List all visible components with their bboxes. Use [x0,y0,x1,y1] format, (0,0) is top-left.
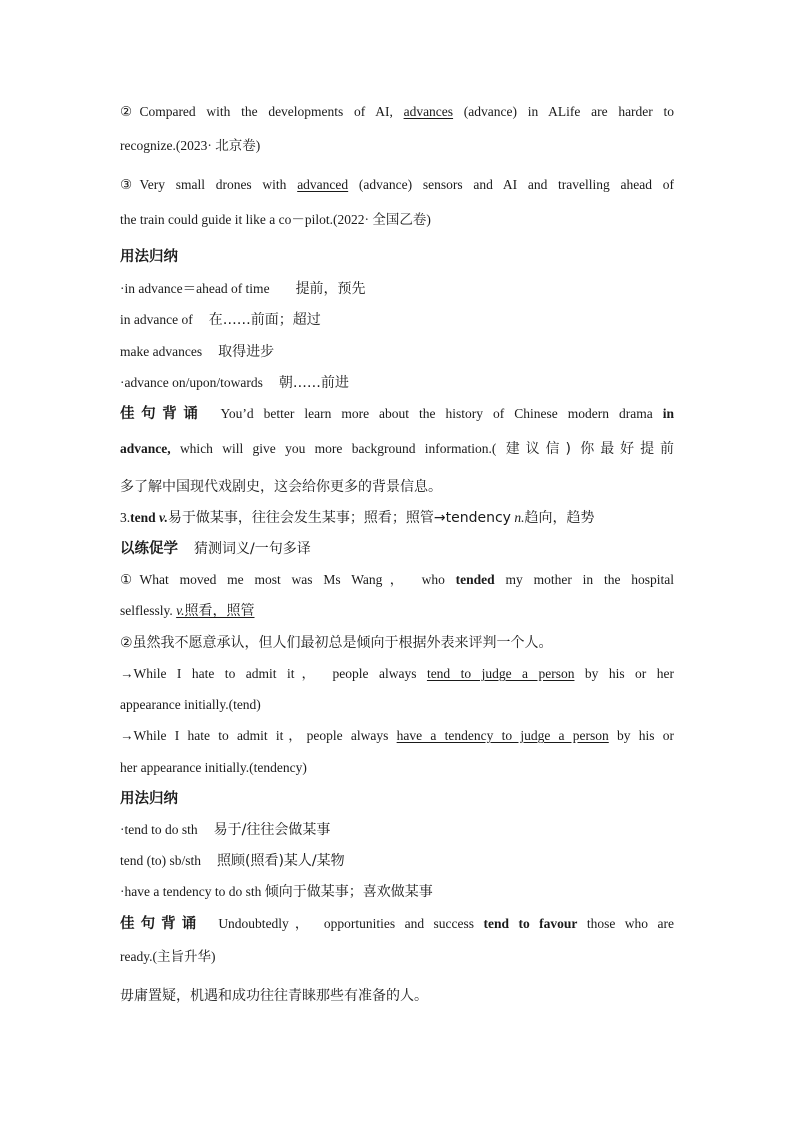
answer-advances: advances [403,104,454,119]
sentence-2-chinese: 毋庸置疑，机遇和成功往往青睐那些有准备的人。 [120,988,428,1004]
practice-1-line-2: selflessly. v.照看，照管 [120,603,255,619]
usage-1-item-4: ·advance on/upon/towards 朝……前进 [120,375,349,391]
sentence-label-1: 佳句背诵 [120,406,205,422]
sentence-2-line-1: 佳句背诵 Undoubtedly， opportunities and success tend to favour those who are [120,916,674,932]
usage-heading-1: 用法归纳 [120,249,178,265]
word-3-heading: 3.tend v.易于做某事，往往会发生某事；照看；照管→tendency n.趋向，趋势 [120,510,595,526]
sentence-2-line-2: ready.(主旨升华) [120,949,216,964]
sentence-1-line-3: 多了解中国现代戏剧史，这会给你更多的背景信息。 [120,479,442,495]
usage-heading-2: 用法归纳 [120,791,178,807]
sentence-1-line-2: advance, which will give you more background information.( 建议信) 你最好提前 [120,441,675,457]
practice-heading: 以练促学 猜测词义/一句多译 [120,541,311,557]
answer-meaning: v.照看，照管 [176,603,255,619]
practice-1-line-1: ①What moved me most was Ms Wang， who tended my mother in the hospital [120,572,675,587]
practice-3-line-1: →While I hate to admit it，people always have a tendency to judge a person by his or [120,728,675,743]
sentence-1-line-1: 佳句背诵 You’d better learn more about the history of Chinese modern drama in [120,406,674,422]
example-2-line-2: recognize.(2023· 北京卷) [120,138,261,153]
answer-tendency: have a tendency to judge a person [396,728,609,743]
usage-1-item-3: make advances 取得进步 [120,344,275,360]
usage-2-item-2: tend (to) sb/sth 照顾(照看)某人/某物 [120,853,345,869]
example-2-line-1: ②Compared with the developments of AI, advances (advance) in ALife are harder to [120,104,675,119]
example-3-line-2: the train could guide it like a co－pilot.(2022· 全国乙卷) [120,212,431,227]
example-3-line-1: ③Very small drones with advanced (advance) sensors and AI and travelling ahead of [120,177,675,192]
sentence-label-2: 佳句背诵 [120,916,203,932]
usage-1-item-1: ·in advance＝ahead of time 提前，预先 [120,281,366,297]
answer-tend: tend to judge a person [426,666,575,681]
practice-3-line-2: her appearance initially.(tendency) [120,760,307,775]
practice-2-line-2: appearance initially.(tend) [120,697,261,712]
usage-1-item-2: in advance of 在……前面；超过 [120,312,321,328]
usage-2-item-3: ·have a tendency to do sth 倾向于做某事；喜欢做某事 [120,884,433,900]
practice-2-chinese: ②虽然我不愿意承认，但人们最初总是倾向于根据外表来评判一个人。 [120,635,553,651]
answer-advanced: advanced [297,177,349,192]
usage-2-item-1: ·tend to do sth 易于/往往会做某事 [120,822,331,838]
practice-2-line-1: →While I hate to admit it， people always tend to judge a person by his or her [120,666,674,681]
